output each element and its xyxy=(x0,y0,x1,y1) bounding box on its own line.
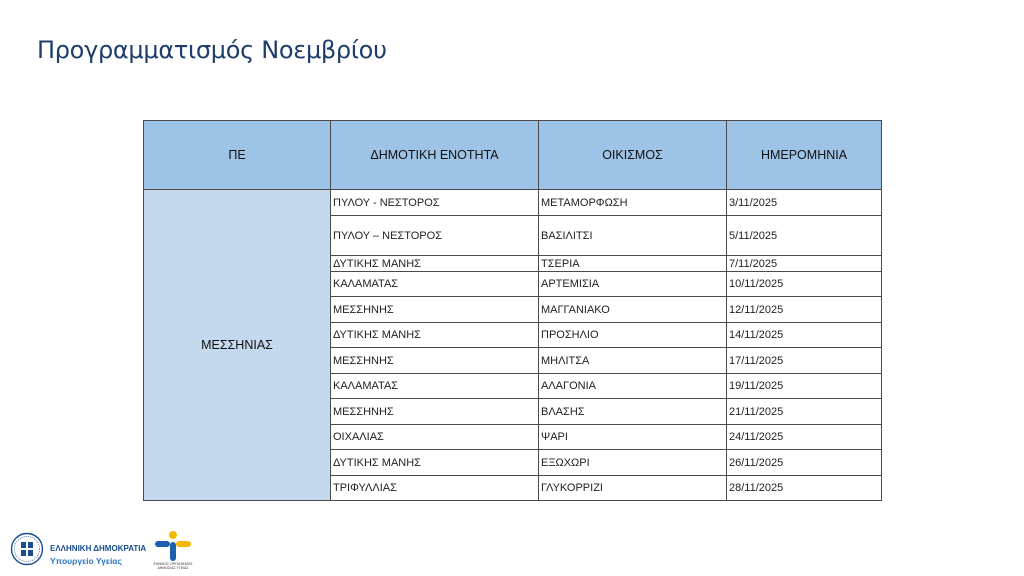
settlement-cell: ΜΑΓΓΑΝΙΑΚΟ xyxy=(539,297,727,323)
pe-cell: ΜΕΣΣΗΝΙΑΣ xyxy=(144,190,331,501)
unit-cell: ΜΕΣΣΗΝΗΣ xyxy=(331,297,539,323)
unit-cell: ΜΕΣΣΗΝΗΣ xyxy=(331,399,539,425)
date-cell: 12/11/2025 xyxy=(727,297,882,323)
eody-caption-line1: ΕΘΝΙΚΟΣ ΟΡΓΑΝΙΣΜΟΣ xyxy=(153,562,193,566)
unit-cell: ΔΥΤΙΚΗΣ ΜΑΝΗΣ xyxy=(331,450,539,476)
government-name: ΕΛΛΗΝΙΚΗ ΔΗΜΟΚΡΑΤΙΑ xyxy=(50,544,147,553)
eody-caption xyxy=(152,562,194,570)
schedule-table xyxy=(143,120,882,501)
header-municipal-unit: ΔΗΜΟΤΙΚΗ ΕΝΟΤΗΤΑ xyxy=(331,121,539,190)
unit-cell: ΠΥΛΟΥ - ΝΕΣΤΟΡΟΣ xyxy=(331,190,539,216)
date-cell: 26/11/2025 xyxy=(727,450,882,476)
date-cell: 17/11/2025 xyxy=(727,348,882,374)
eody-caption-line2: ΔΗΜΟΣΙΑΣ ΥΓΕΙΑΣ xyxy=(157,566,189,570)
settlement-cell: ΑΛΑΓΟΝΙΑ xyxy=(539,374,727,399)
unit-cell: ΜΕΣΣΗΝΗΣ xyxy=(331,348,539,374)
date-cell: 5/11/2025 xyxy=(727,216,882,256)
page-title: Προγραμματισμός Νοεμβρίου xyxy=(37,36,387,64)
settlement-cell: ΜΕΤΑΜΟΡΦΩΣΗ xyxy=(539,190,727,216)
date-cell: 24/11/2025 xyxy=(727,425,882,450)
ministry-name: Υπουργείο Υγείας xyxy=(50,556,122,566)
settlement-cell: ΒΛΑΣΗΣ xyxy=(539,399,727,425)
date-cell: 21/11/2025 xyxy=(727,399,882,425)
settlement-cell: ΠΡΟΣΗΛΙΟ xyxy=(539,323,727,348)
settlement-cell: ΕΞΩΧΩΡΙ xyxy=(539,450,727,476)
date-cell: 14/11/2025 xyxy=(727,323,882,348)
date-cell: 28/11/2025 xyxy=(727,476,882,501)
unit-cell: ΟΙΧΑΛΙΑΣ xyxy=(331,425,539,450)
eody-cross-logo-icon xyxy=(153,530,193,562)
date-cell: 7/11/2025 xyxy=(727,256,882,272)
settlement-cell: ΑΡΤΕΜΙΣΙΑ xyxy=(539,272,727,297)
date-cell: 19/11/2025 xyxy=(727,374,882,399)
unit-cell: ΚΑΛΑΜΑΤΑΣ xyxy=(331,374,539,399)
greek-coat-of-arms-icon xyxy=(10,532,44,566)
header-pe: ΠΕ xyxy=(144,121,331,190)
settlement-cell: ΤΣΕΡΙΑ xyxy=(539,256,727,272)
settlement-cell: ΒΑΣΙΛΙΤΣΙ xyxy=(539,216,727,256)
header-row xyxy=(144,121,882,190)
settlement-cell: ΜΗΛΙΤΣΑ xyxy=(539,348,727,374)
unit-cell: ΠΥΛΟΥ – ΝΕΣΤΟΡΟΣ xyxy=(331,216,539,256)
header-settlement: ΟΙΚΙΣΜΟΣ xyxy=(539,121,727,190)
unit-cell: ΚΑΛΑΜΑΤΑΣ xyxy=(331,272,539,297)
date-cell: 10/11/2025 xyxy=(727,272,882,297)
date-cell: 3/11/2025 xyxy=(727,190,882,216)
unit-cell: ΔΥΤΙΚΗΣ ΜΑΝΗΣ xyxy=(331,323,539,348)
settlement-cell: ΓΛΥΚΟΡΡΙΖΙ xyxy=(539,476,727,501)
unit-cell: ΤΡΙΦΥΛΛΙΑΣ xyxy=(331,476,539,501)
header-date: ΗΜΕΡΟΜΗΝΙΑ xyxy=(727,121,882,190)
table-row xyxy=(144,190,882,216)
settlement-cell: ΨΑΡΙ xyxy=(539,425,727,450)
footer-logos xyxy=(10,530,210,570)
government-text xyxy=(50,542,146,568)
unit-cell: ΔΥΤΙΚΗΣ ΜΑΝΗΣ xyxy=(331,256,539,272)
